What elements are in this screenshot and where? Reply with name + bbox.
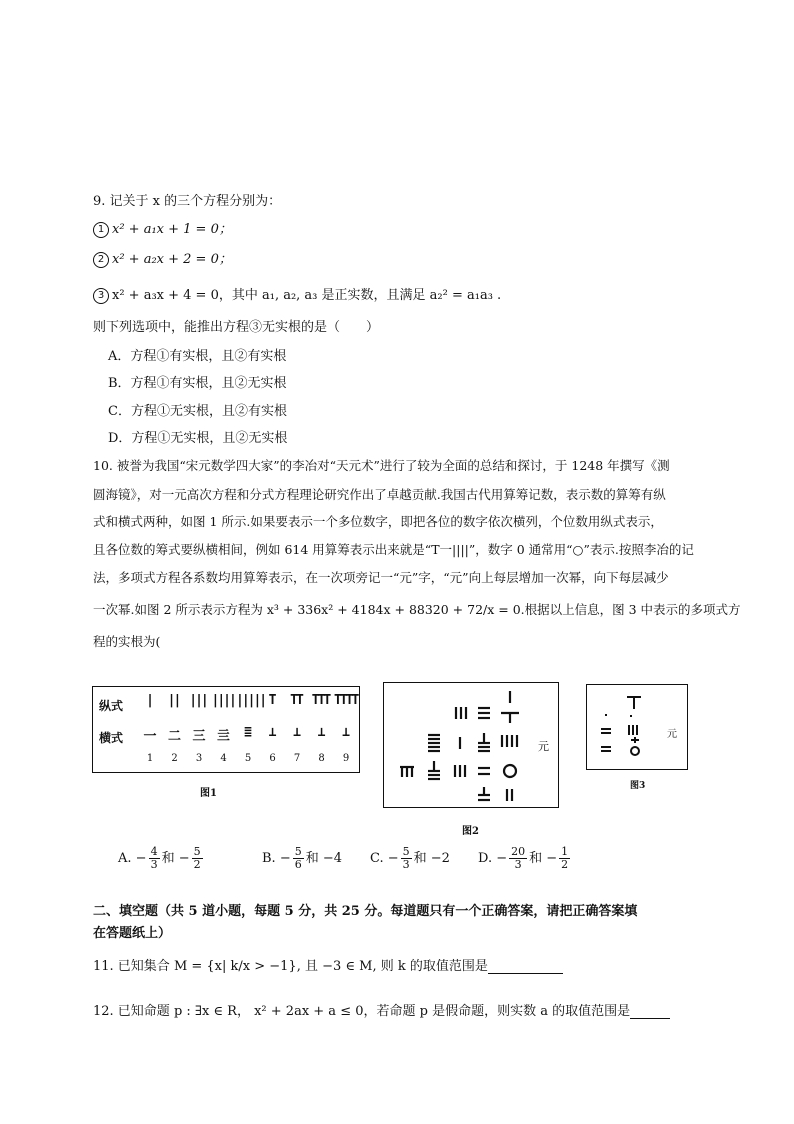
q9-option-a: A．方程①有实根，且②有实根 [108,349,287,364]
fig1-row1-label: 纵式 [99,699,124,713]
q9-option-b: B．方程①有实根，且②无实根 [108,376,287,391]
fig1-digits-cell: 9 [342,753,348,764]
fig1-zong-cell: TTT [311,693,330,708]
fig2-rod-numerals [384,683,558,807]
fig1-digits-cell: 1 [146,753,152,764]
q9-ask: 则下列选项中，能推出方程③无实根的是（ ） [93,320,380,335]
fig1-digits-cell: 6 [269,753,274,764]
figure-2-box [383,682,559,808]
figure-2-caption: 图2 [462,826,479,837]
section-2-title-cont: 在答题纸上） [93,926,172,941]
q10-option-c: C. − $\frac{5}{3}$ 和 −2 [370,845,450,871]
fig1-heng-cell: ⊥ [317,725,324,740]
fig1-heng-cell: ⊥ [293,725,299,740]
fig1-zong-cell: ||| [189,693,207,708]
fig1-digits-cell: 8 [318,753,323,764]
fig1-digits-cell: 7 [293,753,299,764]
q9-eq1 [93,218,232,238]
fig1-heng-cell: 三 [192,729,204,744]
fig1-digits-cell: 4 [220,753,225,764]
fig1-zong-cell: | [146,693,152,708]
equation: x² + a₃x + 4 = 0，其中 a₁, a₂, a₃ 是正实数，且满足 a₂² = a₁a₃ . [112,288,502,303]
circled-number: 3 [93,288,109,304]
fig1-zong-cell: ||||| [236,693,266,708]
fig1-heng-cell: 亖 [216,729,228,744]
q9-option-c: C．方程①无实根，且②有实根 [108,404,287,419]
fig1-zong-cell: || [167,693,180,708]
fig1-heng-cell: ≣ [244,725,250,740]
fig1-zong-cell: |||| [211,693,235,708]
figure-3-box [586,684,688,770]
figure-1-box [92,686,360,773]
q10-option-d: D. − $\frac{20}{3}$ 和 − $\frac{1}{2}$ [478,845,569,871]
fig1-heng-cell: 二 [167,729,179,744]
fig1-digits-cell: 3 [195,753,201,764]
q11: 11. 已知集合 M = {x| k/x > −1}, 且 −3 ∈ M, 则 k 的取值范围是 [93,955,563,974]
fig1-row2-label: 横式 [99,731,124,745]
fig3-yuan-label: 元 [667,729,677,740]
q9-eq3 [93,284,501,304]
q10-line-6: 一次幂.如图 2 所示表示方程为 x³ + 336x² + 4184x + 88320 + 72/x = 0.根据以上信息，图 3 中表示的多项式方 [93,602,741,617]
fig1-zong-cell: T [268,693,275,708]
q10-line-4: 且各位数的筹式要纵横相间，例如 614 用算筹表示出来就是“T一||||”，数字 0 通常用“○”表示.按照李冶的记 [93,542,694,557]
equation: x² + a₂x + 2 = 0； [112,252,232,267]
q10-line-2: 圆海镜》，对一元高次方程和分式方程理论研究作出了卓越贡献.我国古代用算筹记数，表示数的算筹有纵 [93,487,666,502]
q10-line-7: 程的实根为( [93,634,161,649]
q9-option-d: D．方程①无实根，且②无实根 [108,431,288,446]
q10-option-b: B. − $\frac{5}{6}$ 和 −4 [262,845,343,871]
fig1-heng-cell: 一 [143,729,155,744]
fig1-heng-cell: ⊥ [342,725,348,740]
figure-3-caption: 图3 [630,781,646,791]
q10-line-1: 10. 被誉为我国“宋元数学四大家”的李冶对“天元术”进行了较为全面的总结和探讨，于 1248 年撰写《测 [93,458,670,473]
q12: 12. 已知命题 p : ∃x ∈ R， x² + 2ax + a ≤ 0，若命题 p 是假命题，则实数 a 的取值范围是 [93,1000,670,1019]
fig1-heng-cell: ⊥ [268,725,275,740]
circled-number: 1 [93,222,109,238]
fig2-yuan-label: 元 [538,740,549,753]
fig1-zong-cell: TT [290,693,302,708]
q10-line-3: 式和横式两种，如图 1 所示.如果要表示一个多位数字，即把各位的数字依次横列，个位数用纵式表示， [93,514,663,529]
q10-option-a: A. − $\frac{4}{3}$ 和 − $\frac{5}{2}$ [118,845,201,871]
fig1-zong-cell: TTTT [334,693,358,708]
answer-blank [488,961,563,974]
q9-stem: 9. 记关于 x 的三个方程分别为： [93,194,282,209]
q9-eq2 [93,248,232,268]
fig1-digits-cell: 5 [244,753,250,764]
section-2-title: 二、填空题（共 5 道小题，每题 5 分，共 25 分。每道题只有一个正确答案，请把正确答案填 [93,904,638,919]
answer-blank [630,1006,670,1019]
fig1-digits-cell: 2 [171,753,176,764]
circled-number: 2 [93,252,109,268]
figure-1-caption: 图1 [200,788,217,799]
equation: x² + a₁x + 1 = 0； [112,222,232,237]
q10-line-5: 法，多项式方程各系数均用算筹表示，在一次项旁记一“元”字，“元”向上每层增加一次幂，向下每层减少 [93,570,669,585]
